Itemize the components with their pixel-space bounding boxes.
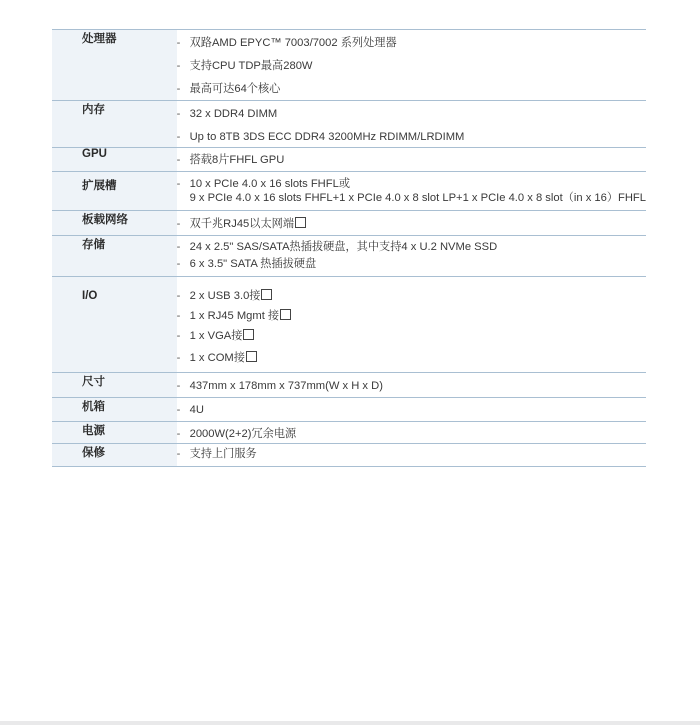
spec-label: 扩展槽	[52, 172, 177, 211]
missing-glyph-icon	[246, 351, 257, 362]
spec-item: - 6 x 3.5" SATA 热插拔硬盘	[176, 258, 317, 270]
spec-item: - 24 x 2.5" SAS/SATA热插拔硬盘，其中支持4 x U.2 NVMe SSD	[176, 241, 498, 253]
spec-item: - 10 x PCIe 4.0 x 16 slots FHFL或	[176, 178, 351, 190]
spec-row-dimensions	[52, 373, 646, 398]
spec-item: - 1 x VGA接	[177, 329, 646, 343]
spec-label: 保修	[52, 444, 177, 467]
spec-label: 尺寸	[52, 373, 177, 398]
spec-row-chassis	[52, 398, 646, 422]
spec-item: - 1 x RJ45 Mgmt 接	[177, 309, 646, 323]
spec-label: 存储	[52, 236, 177, 277]
spec-item: - 最高可达64个核心	[176, 83, 281, 95]
spec-row-expansion	[52, 172, 646, 211]
spec-row-gpu	[52, 148, 646, 172]
spec-label: 电源	[52, 422, 177, 444]
spec-item: - 1 x COM接	[177, 351, 646, 365]
spec-row-cpu	[52, 30, 646, 101]
spec-item-continuation: 9 x PCIe 4.0 x 16 slots FHFL+1 x PCIe 4.0 x 8 slot LP+1 x PCIe 4.0 x 8 slot（in x 16）FHFL	[189, 192, 646, 204]
spec-row-io	[52, 277, 646, 373]
missing-glyph-icon	[280, 309, 291, 320]
spec-row-power	[52, 422, 646, 444]
missing-glyph-icon	[261, 289, 272, 300]
spec-table	[52, 29, 646, 467]
spec-item: - 32 x DDR4 DIMM	[176, 108, 278, 120]
spec-label: 机箱	[52, 398, 177, 422]
spec-item: - Up to 8TB 3DS ECC DDR4 3200MHz RDIMM/LRDIMM	[176, 131, 465, 143]
spec-label: GPU	[52, 148, 177, 172]
spec-label: 内存	[52, 101, 177, 148]
spec-row-storage	[52, 236, 646, 277]
missing-glyph-icon	[243, 329, 254, 340]
spec-item: - 支持CPU TDP最高280W	[176, 60, 313, 72]
page-bottom-border	[0, 721, 700, 725]
spec-item: - 双路AMD EPYC™ 7003/7002 系列处理器	[176, 37, 397, 49]
spec-label: 处理器	[52, 30, 177, 101]
spec-label: I/O	[52, 277, 177, 373]
spec-item: - 437mm x 178mm x 737mm(W x H x D)	[176, 380, 383, 392]
spec-row-warranty	[52, 444, 646, 467]
spec-item: - 搭载8片FHFL GPU	[176, 154, 285, 166]
spec-item: - 支持上门服务	[176, 448, 257, 460]
spec-item: - 2000W(2+2)冗余电源	[176, 428, 297, 440]
spec-item: - 2 x USB 3.0接	[177, 289, 646, 303]
missing-glyph-icon	[295, 217, 306, 228]
spec-row-memory	[52, 101, 646, 148]
spec-item: - 4U	[176, 404, 204, 416]
spec-row-network	[52, 211, 646, 236]
spec-label: 板载网络	[52, 211, 177, 236]
spec-item: - 双千兆RJ45以太网端	[177, 217, 646, 231]
